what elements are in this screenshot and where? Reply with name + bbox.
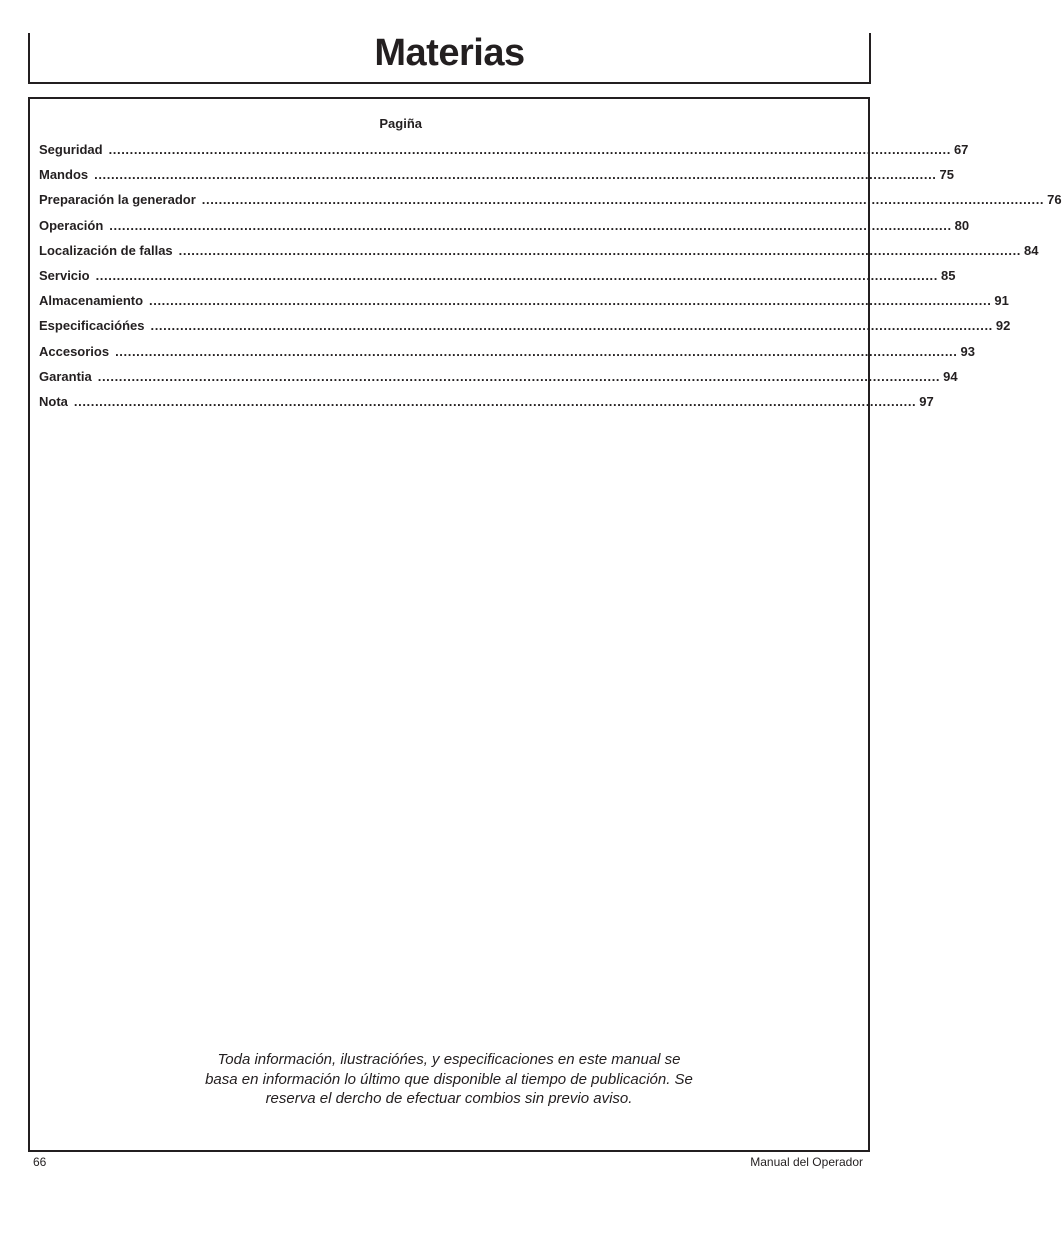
toc-column-header: Pagiña: [379, 116, 422, 131]
toc-entry[interactable]: [39, 263, 956, 288]
toc-entry[interactable]: [39, 187, 1062, 212]
toc-entry[interactable]: [39, 389, 934, 414]
footer-page-number: 66: [33, 1155, 47, 1169]
toc-leader-dots: ........................................................................................................................................................................................................: [150, 318, 993, 334]
toc-entry-label: Garantia: [39, 368, 92, 384]
toc-entry-page: 92: [995, 318, 1011, 334]
toc-entry-page: 76: [1047, 192, 1062, 208]
toc-entry[interactable]: [39, 238, 1039, 263]
toc-entry-page: 91: [994, 293, 1009, 309]
toc-leader-dots: ........................................................................................................................................................................................................: [109, 217, 952, 233]
toc-entry[interactable]: [39, 339, 975, 364]
toc-entry[interactable]: [39, 288, 1009, 313]
toc-entry-page: 75: [939, 167, 954, 183]
toc-leader-dots: ........................................................................................................................................................................................................: [178, 242, 1022, 258]
toc-leader-dots: ........................................................................................................................................................................................................: [94, 167, 937, 183]
toc-entry[interactable]: [39, 213, 970, 238]
toc-entry-label: Localización de fallas: [39, 242, 173, 258]
disclaimer-line: basa en información lo último que disponible al tiempo de publicación. Se: [205, 1070, 693, 1088]
toc-entry-label: Seguridad: [39, 142, 103, 157]
page-title: Materias: [374, 32, 525, 74]
toc-entry[interactable]: [39, 364, 958, 389]
toc-entry-label: Almacenamiento: [39, 293, 144, 309]
toc-entry[interactable]: [39, 313, 1011, 338]
disclaimer-notice: [30, 1050, 868, 1109]
toc-entry-page: 97: [919, 393, 934, 409]
toc-entry-page: 84: [1024, 242, 1039, 258]
toc-leader-dots: ........................................................................................................................................................................................................: [97, 368, 941, 384]
toc-leader-dots: ........................................................................................................................................................................................................: [108, 142, 951, 157]
toc-leader-dots: ........................................................................................................................................................................................................: [73, 393, 917, 409]
disclaimer-line: reserva el dercho de efectuar combios sin previo aviso.: [265, 1090, 633, 1107]
footer-manual-name: Manual del Operador: [750, 1155, 863, 1169]
toc-leader-dots: ........................................................................................................................................................................................................: [149, 293, 992, 309]
content-box: [28, 97, 1062, 1152]
toc-entry-page: 85: [940, 267, 956, 283]
toc-entry-page: 67: [953, 142, 969, 157]
toc-leader-dots: ........................................................................................................................................................................................................: [115, 343, 958, 359]
toc-entry-label: Preparación la generador: [39, 192, 196, 208]
table-of-contents: [39, 115, 1062, 414]
disclaimer-line: Toda información, ilustracióńes, y especificaciones en este manual se: [217, 1051, 681, 1068]
toc-entry-page: 94: [943, 368, 958, 384]
toc-entry-label: Nota: [39, 393, 68, 409]
toc-leader-dots: ........................................................................................................................................................................................................: [201, 192, 1045, 208]
toc-entry[interactable]: [39, 137, 969, 162]
toc-entry-label: Especificacióńes: [39, 318, 145, 334]
title-box: [28, 33, 871, 84]
toc-entry-page: 93: [960, 343, 975, 359]
toc-entry-label: Servicio: [39, 267, 90, 283]
toc-entry-page: 80: [954, 217, 970, 233]
toc-entry-label: Accesorios: [39, 343, 110, 359]
toc-entry[interactable]: [39, 162, 954, 187]
toc-leader-dots: ........................................................................................................................................................................................................: [95, 267, 938, 283]
toc-entry-label: Mandos: [39, 167, 89, 183]
toc-entry-label: Operación: [39, 217, 104, 233]
